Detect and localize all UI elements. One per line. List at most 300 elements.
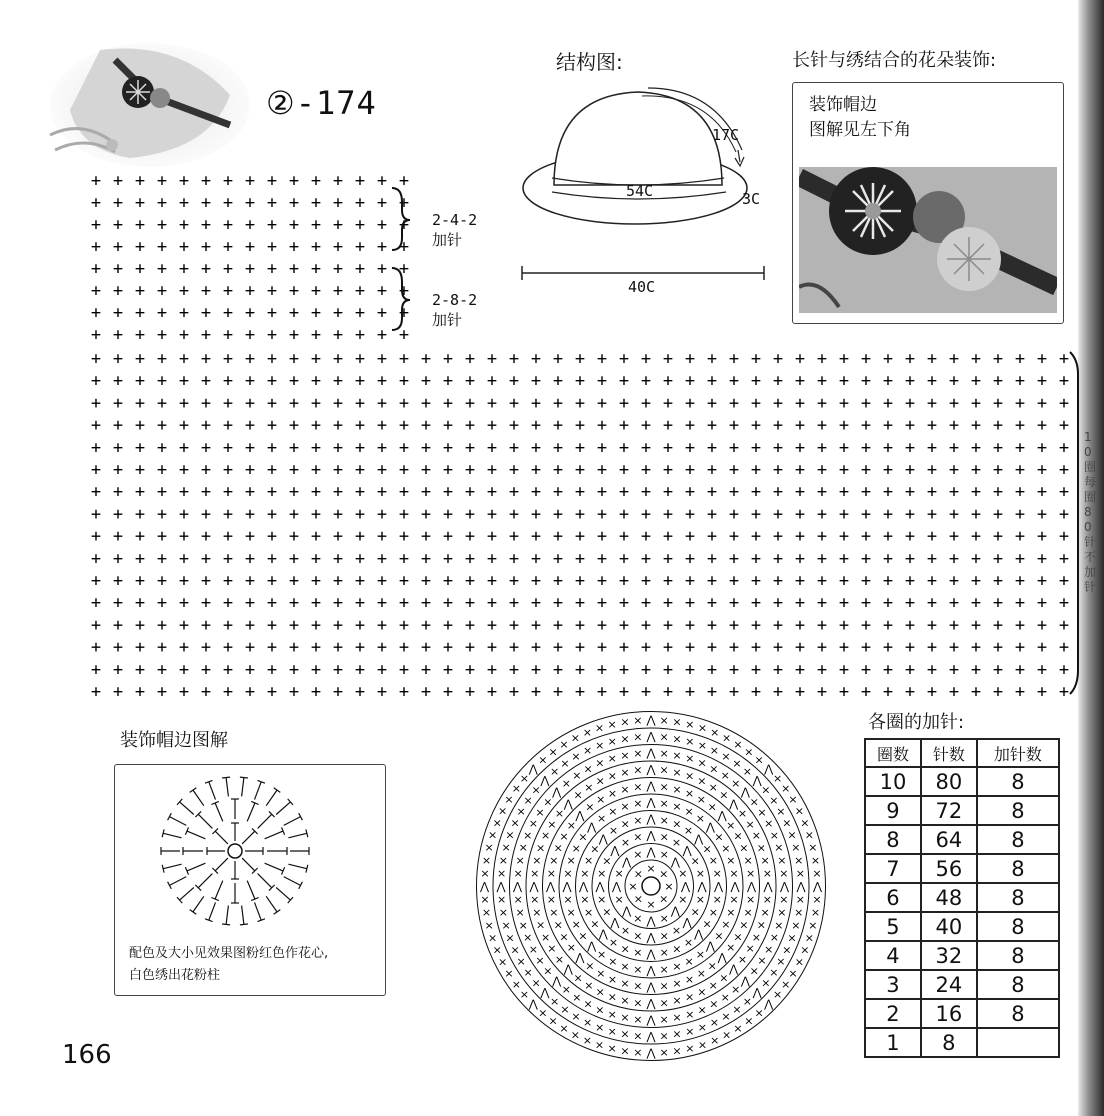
crochet-x-mark: × <box>505 931 515 945</box>
stitch-symbol: + <box>310 637 322 658</box>
stitch-symbol: + <box>332 637 344 658</box>
crochet-x-mark: × <box>782 816 792 830</box>
crochet-x-mark: × <box>659 714 669 727</box>
crochet-x-mark: × <box>664 880 674 893</box>
stitch-symbol: + <box>156 303 168 323</box>
stitch-symbol: + <box>684 571 696 591</box>
crochet-x-mark: × <box>633 892 643 906</box>
stitch-symbol: + <box>288 460 300 480</box>
crochet-x-mark: × <box>720 769 730 782</box>
motif-stitch <box>226 906 228 925</box>
stitch-symbol: + <box>134 215 146 235</box>
crochet-x-mark: × <box>757 954 767 968</box>
cell-stitches: 72 <box>921 796 977 825</box>
crochet-x-mark: ⋀ <box>598 927 608 941</box>
stitch-symbol: + <box>90 460 102 480</box>
crochet-x-mark: × <box>511 782 521 796</box>
crochet-x-mark: × <box>733 930 743 944</box>
crochet-x-mark: ⋀ <box>729 962 739 976</box>
crochet-x-mark: × <box>769 966 779 979</box>
stitch-symbol: + <box>552 682 564 702</box>
stitch-symbol: + <box>112 371 124 392</box>
stitch-symbol: + <box>794 615 806 636</box>
stitch-symbol: + <box>266 393 278 414</box>
crochet-x-mark: × <box>788 967 798 980</box>
stitch-symbol: + <box>178 504 190 525</box>
crochet-x-mark: × <box>607 990 618 1004</box>
stitch-symbol: + <box>222 393 234 414</box>
stitch-symbol: + <box>882 593 894 614</box>
stitch-symbol: + <box>156 371 168 392</box>
motif-stitch <box>209 902 216 920</box>
stitch-symbol: + <box>332 349 344 369</box>
stitch-symbol: + <box>640 371 652 392</box>
cell-stitches: 40 <box>921 912 977 941</box>
crochet-x-mark: × <box>812 893 822 907</box>
stitch-symbol: + <box>816 682 828 702</box>
motif-stitch <box>198 814 212 828</box>
stitch-symbol: + <box>860 637 872 658</box>
stitch-symbol: + <box>970 415 982 436</box>
stitch-symbol: + <box>332 548 344 569</box>
crochet-x-mark: × <box>708 854 719 868</box>
crochet-x-mark: × <box>633 714 643 727</box>
crochet-x-mark: × <box>697 985 707 999</box>
stitch-symbol: + <box>1036 682 1048 702</box>
stitch-symbol: + <box>772 593 784 614</box>
stitch-symbol: + <box>596 637 608 658</box>
stitch-symbol: + <box>354 371 366 392</box>
crochet-x-mark: × <box>549 906 559 919</box>
crochet-x-mark: × <box>504 967 514 980</box>
stitch-symbol: + <box>288 593 300 614</box>
stitch-symbol: + <box>244 281 256 301</box>
stitch-symbol: + <box>662 548 674 569</box>
table-row <box>865 883 1059 912</box>
stitch-symbol: + <box>310 437 322 458</box>
crochet-x-mark: × <box>571 750 581 764</box>
crochet-x-mark: × <box>731 776 741 790</box>
crochet-x-mark: × <box>620 835 631 849</box>
stitch-symbol: + <box>398 193 410 213</box>
stitch-symbol: + <box>222 237 234 257</box>
crochet-x-mark: × <box>608 936 619 950</box>
stitch-symbol: + <box>574 437 586 458</box>
stitch-symbol: + <box>354 526 366 547</box>
stitch-symbol: + <box>618 393 630 414</box>
stitch-symbol: + <box>222 259 234 279</box>
stitch-symbol: + <box>354 504 366 525</box>
stitch-symbol: + <box>838 349 850 369</box>
stitch-symbol: + <box>332 171 344 191</box>
stitch-symbol: + <box>948 393 960 414</box>
crochet-x-mark: × <box>745 817 755 831</box>
stitch-symbol: + <box>684 593 696 614</box>
stitch-symbol: + <box>882 393 894 414</box>
stitch-symbol: + <box>508 371 520 392</box>
stitch-symbol: + <box>90 325 102 345</box>
stitch-symbol: + <box>530 349 542 369</box>
stitch-symbol: + <box>750 593 762 614</box>
stitch-symbol: + <box>1014 682 1026 702</box>
stitch-symbol: + <box>706 437 718 458</box>
stitch-symbol: + <box>926 460 938 480</box>
stitch-symbol: + <box>728 659 740 680</box>
crochet-x-mark: ⋀ <box>812 880 823 893</box>
crochet-x-mark: ⋀ <box>646 829 656 842</box>
stitch-symbol: + <box>442 659 454 680</box>
stitch-symbol: + <box>992 393 1004 414</box>
stitch-symbol: + <box>266 682 278 702</box>
stitch-symbol: + <box>574 637 586 658</box>
bracket2-label: 2-8-2 <box>432 291 478 309</box>
crochet-x-mark: × <box>684 769 695 783</box>
crochet-x-mark: × <box>777 854 787 867</box>
stitch-symbol: + <box>244 193 256 213</box>
stitch-symbol: + <box>794 548 806 569</box>
crochet-x-mark: × <box>776 955 786 968</box>
crochet-x-mark: × <box>481 854 492 867</box>
stitch-symbol: + <box>816 548 828 569</box>
crochet-x-mark: × <box>548 1014 558 1028</box>
stitch-symbol: + <box>310 593 322 614</box>
motif-stitch <box>258 874 272 888</box>
crochet-x-mark: ⋀ <box>717 951 727 965</box>
stitch-symbol: + <box>618 615 630 636</box>
stitch-symbol: + <box>398 437 410 458</box>
stitch-symbol: + <box>222 526 234 547</box>
stitch-symbol: + <box>728 682 740 702</box>
stitch-symbol: + <box>332 571 344 591</box>
stitch-symbol: + <box>684 615 696 636</box>
crochet-x-mark: × <box>515 854 525 867</box>
crochet-x-mark: × <box>535 841 546 855</box>
stitch-symbol: + <box>992 593 1004 614</box>
stitch-symbol: + <box>772 504 784 525</box>
stitch-symbol: + <box>398 682 410 702</box>
stitch-symbol: + <box>508 659 520 680</box>
stitch-symbol: + <box>354 349 366 369</box>
stitch-symbol: + <box>948 437 960 458</box>
stitch-symbol: + <box>816 593 828 614</box>
stitch-symbol: + <box>1058 526 1070 547</box>
table-row <box>865 796 1059 825</box>
stitch-symbol: + <box>1036 659 1048 680</box>
crochet-x-mark: × <box>659 911 669 925</box>
table-row <box>865 912 1059 941</box>
stitch-symbol: + <box>442 571 454 591</box>
stitch-symbol: + <box>1014 460 1026 480</box>
crochet-x-mark: × <box>743 854 753 867</box>
stitch-symbol: + <box>728 371 740 392</box>
crochet-x-mark: ⋀ <box>740 785 750 799</box>
stitch-symbol: + <box>552 615 564 636</box>
stitch-symbol: + <box>464 415 476 436</box>
stitch-symbol: + <box>816 393 828 414</box>
crochet-x-mark: × <box>731 983 741 997</box>
stitch-symbol: + <box>684 682 696 702</box>
stitch-symbol: + <box>112 393 124 414</box>
stitch-symbol: + <box>970 371 982 392</box>
crochet-x-mark: × <box>559 1022 569 1035</box>
stitch-symbol: + <box>882 659 894 680</box>
crochet-x-mark: × <box>762 893 772 907</box>
stitch-symbol: + <box>112 571 124 591</box>
stitch-symbol: + <box>860 682 872 702</box>
motif-stitch-top <box>274 788 281 793</box>
stitch-symbol: + <box>156 281 168 301</box>
crochet-x-mark: × <box>672 959 682 973</box>
crochet-x-mark: × <box>607 1007 617 1021</box>
crochet-x-mark: × <box>620 732 630 746</box>
stitch-symbol: + <box>134 615 146 636</box>
stitch-symbol: + <box>398 571 410 591</box>
stitch-symbol: + <box>288 571 300 591</box>
crochet-x-mark: × <box>804 931 815 945</box>
crochet-x-mark: × <box>561 776 571 790</box>
motif-caption-line1: 配色及大小见效果图粉红色作花心, <box>129 946 329 961</box>
stitch-symbol: + <box>156 437 168 458</box>
stitch-symbol: + <box>200 259 212 279</box>
crochet-x-mark: × <box>774 841 784 855</box>
stitch-symbol: + <box>750 615 762 636</box>
stitch-symbol: + <box>90 237 102 257</box>
stitch-symbol: + <box>662 682 674 702</box>
stitch-symbol: + <box>266 303 278 323</box>
stitch-symbol: + <box>552 571 564 591</box>
crochet-x-mark: ⋀ <box>545 880 556 893</box>
motif-stitch <box>284 817 301 826</box>
crochet-x-mark: × <box>791 841 801 855</box>
stitch-symbol: + <box>750 526 762 547</box>
stitch-symbol: + <box>860 571 872 591</box>
motif-stitch-top <box>222 924 230 925</box>
cell-stitches: 56 <box>921 854 977 883</box>
crochet-x-mark: × <box>595 985 605 999</box>
crochet-x-mark: × <box>563 893 573 907</box>
stitch-symbol: + <box>508 415 520 436</box>
stitch-symbol: + <box>200 682 212 702</box>
stitch-symbol: + <box>420 682 432 702</box>
stitch-symbol: + <box>354 571 366 591</box>
stitch-symbol: + <box>794 482 806 503</box>
stitch-symbol: + <box>596 593 608 614</box>
stitch-symbol: + <box>398 215 410 235</box>
crochet-x-mark: × <box>737 952 748 966</box>
stitch-symbol: + <box>992 349 1004 369</box>
stitch-symbol: + <box>838 371 850 392</box>
crochet-x-mark: × <box>697 774 707 788</box>
stitch-symbol: + <box>662 659 674 680</box>
crochet-x-mark: × <box>671 924 682 938</box>
crochet-x-mark: × <box>720 991 730 1004</box>
stitch-symbol: + <box>574 415 586 436</box>
cell-stitches: 32 <box>921 941 977 970</box>
stitch-symbol: + <box>90 482 102 503</box>
crochet-x-mark: × <box>549 854 559 867</box>
stitch-symbol: + <box>816 482 828 503</box>
stitch-symbol: + <box>838 437 850 458</box>
crochet-x-mark: × <box>607 1041 617 1055</box>
stitch-symbol: + <box>728 437 740 458</box>
stitch-symbol: + <box>134 193 146 213</box>
stitch-symbol: + <box>354 548 366 569</box>
stitch-symbol: + <box>222 460 234 480</box>
stitch-symbol: + <box>508 615 520 636</box>
crochet-x-mark: ⋀ <box>595 880 605 893</box>
stitch-symbol: + <box>970 460 982 480</box>
stitch-symbol: + <box>992 437 1004 458</box>
stitch-symbol: + <box>662 504 674 525</box>
stitch-symbol: + <box>1036 460 1048 480</box>
crochet-x-mark: ⋀ <box>646 1013 656 1027</box>
stitch-symbol: + <box>926 615 938 636</box>
stitch-symbol: + <box>1014 437 1026 458</box>
crochet-x-mark: × <box>672 782 682 796</box>
stitch-symbol: + <box>222 325 234 345</box>
stitch-symbol: + <box>288 437 300 458</box>
stitch-symbol: + <box>354 237 366 257</box>
stitch-symbol: + <box>596 482 608 503</box>
stitch-symbol: + <box>970 437 982 458</box>
cell-round: 6 <box>865 883 921 912</box>
stitch-symbol: + <box>420 393 432 414</box>
stitch-symbol: + <box>376 593 388 614</box>
stitch-symbol: + <box>970 349 982 369</box>
crochet-x-mark: × <box>721 1009 731 1023</box>
crochet-x-mark: ⋀ <box>694 927 704 941</box>
crochet-x-mark: × <box>708 780 718 794</box>
motif-stitch <box>242 778 244 797</box>
stitch-symbol: + <box>200 482 212 503</box>
cell-round: 7 <box>865 854 921 883</box>
crochet-x-mark: × <box>620 977 630 991</box>
crochet-x-mark: × <box>633 996 643 1010</box>
stitch-symbol: + <box>486 482 498 503</box>
stitch-symbol: + <box>904 437 916 458</box>
stitch-symbol: + <box>376 682 388 702</box>
stitch-symbol: + <box>838 615 850 636</box>
stitch-symbol: + <box>728 460 740 480</box>
stitch-symbol: + <box>750 393 762 414</box>
crochet-x-mark: × <box>659 946 669 960</box>
stitch-symbol: + <box>310 482 322 503</box>
flower-note <box>809 93 911 143</box>
stitch-symbol: + <box>816 460 828 480</box>
stitch-symbol: + <box>376 171 388 191</box>
cell-increase: 8 <box>977 941 1059 970</box>
stitch-symbol: + <box>530 682 542 702</box>
stitch-symbol: + <box>376 659 388 680</box>
stitch-symbol: + <box>354 393 366 414</box>
stitch-symbol: + <box>750 415 762 436</box>
crochet-x-mark: × <box>672 1027 682 1041</box>
crochet-x-mark: ⋀ <box>528 997 538 1011</box>
stitch-symbol: + <box>90 171 102 191</box>
motif-stitch <box>255 782 262 800</box>
stitch-symbol: + <box>376 371 388 392</box>
stitch-symbol: + <box>574 548 586 569</box>
stitch-symbol: + <box>376 281 388 301</box>
stitch-symbol: + <box>200 437 212 458</box>
stitch-symbol: + <box>816 504 828 525</box>
stitch-symbol: + <box>992 637 1004 658</box>
stitch-symbol: + <box>376 193 388 213</box>
stitch-symbol: + <box>178 548 190 569</box>
stitch-symbol: + <box>266 171 278 191</box>
crochet-x-mark: × <box>519 988 530 1002</box>
stitch-symbol: + <box>332 259 344 279</box>
stitch-symbol: + <box>200 659 212 680</box>
stitch-symbol: + <box>310 571 322 591</box>
stitch-symbol: + <box>618 482 630 503</box>
stitch-symbol: + <box>134 259 146 279</box>
stitch-symbol: + <box>90 193 102 213</box>
stitch-symbol: + <box>970 571 982 591</box>
crochet-x-mark: × <box>620 1027 630 1041</box>
crochet-x-mark: × <box>732 757 742 771</box>
stitch-symbol: + <box>882 482 894 503</box>
stitch-symbol: + <box>332 615 344 636</box>
stitch-symbol: + <box>266 215 278 235</box>
stitch-symbol: + <box>618 637 630 658</box>
crochet-x-mark: × <box>547 817 557 831</box>
flower-motif-chart <box>155 771 345 931</box>
stitch-symbol: + <box>442 593 454 614</box>
crochet-x-mark: × <box>519 771 530 785</box>
stitch-symbol: + <box>112 193 124 213</box>
crochet-x-mark: × <box>535 954 545 968</box>
stitch-symbol: + <box>134 637 146 658</box>
crochet-x-mark: × <box>480 866 490 880</box>
stitch-symbol: + <box>574 504 586 525</box>
crochet-x-mark: × <box>633 929 643 943</box>
stitch-symbol: + <box>200 215 212 235</box>
crochet-x-mark: ⋀ <box>646 779 656 793</box>
stitch-symbol: + <box>640 460 652 480</box>
stitch-symbol: + <box>860 659 872 680</box>
stitch-symbol: + <box>794 637 806 658</box>
stitch-symbol: + <box>574 659 586 680</box>
crochet-x-mark: ⋀ <box>670 855 680 869</box>
stitch-symbol: + <box>794 460 806 480</box>
stitch-symbol: + <box>1014 659 1026 680</box>
stitch-symbol: + <box>1014 371 1026 392</box>
bracket1-sublabel: 加针 <box>432 231 463 249</box>
stitch-symbol: + <box>178 303 190 323</box>
stitch-symbol: + <box>816 526 828 547</box>
stitch-symbol: + <box>420 637 432 658</box>
flower-heading: 长针与绣结合的花朵装饰: <box>792 50 997 71</box>
crochet-x-mark: × <box>620 817 630 831</box>
crochet-x-mark: × <box>540 930 551 944</box>
stitch-symbol: + <box>376 571 388 591</box>
crochet-x-mark: ⋀ <box>746 880 757 893</box>
crochet-x-mark: ⋀ <box>552 974 562 988</box>
stitch-symbol: + <box>112 349 124 369</box>
stitch-symbol: + <box>970 548 982 569</box>
stitch-symbol: + <box>794 349 806 369</box>
stitch-symbol: + <box>200 637 212 658</box>
crochet-x-mark: × <box>726 906 736 919</box>
stitch-symbol: + <box>530 637 542 658</box>
crochet-x-mark: × <box>602 854 612 868</box>
crochet-x-mark: ⋀ <box>752 986 762 1000</box>
crochet-x-mark: × <box>595 1003 605 1017</box>
stitch-symbol: + <box>486 615 498 636</box>
stitch-symbol: + <box>288 349 300 369</box>
stitch-symbol: + <box>794 526 806 547</box>
